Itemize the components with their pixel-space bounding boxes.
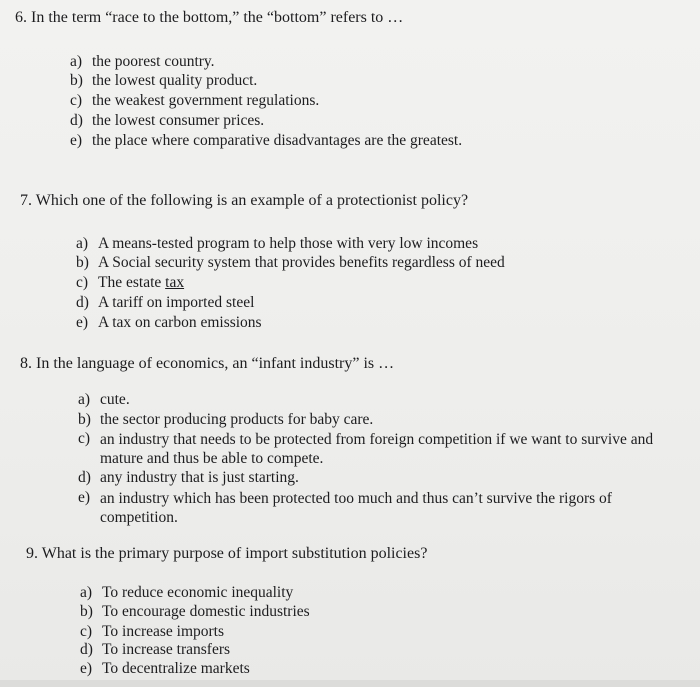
option-letter: e) — [78, 489, 91, 506]
option-text: the weakest government regulations. — [92, 92, 320, 109]
option-letter: d) — [80, 641, 93, 658]
option-6a — [70, 53, 215, 71]
question-number: 7. — [20, 192, 32, 209]
question-6-text — [15, 9, 403, 27]
option-text: the sector producing products for baby care. — [100, 411, 374, 428]
question-prompt: What is the primary purpose of import substitution policies? — [41, 545, 428, 562]
question-9-text — [26, 545, 427, 563]
option-text: A means-tested program to help those with very low incomes — [98, 235, 479, 252]
page-bottom-edge — [0, 680, 700, 687]
option-9e — [80, 660, 250, 678]
option-9b — [80, 603, 310, 621]
option-8d — [78, 469, 299, 487]
option-6d — [70, 112, 264, 130]
option-letter: d) — [76, 294, 89, 311]
question-7-text — [20, 192, 468, 210]
option-letter: d) — [70, 112, 83, 129]
option-letter: b) — [76, 254, 89, 271]
option-letter: c) — [80, 623, 93, 640]
option-9c — [80, 623, 224, 641]
question-number: 8. — [20, 355, 32, 372]
option-letter: c) — [76, 274, 89, 291]
option-text: the lowest quality product. — [92, 72, 258, 89]
option-7d — [76, 294, 254, 312]
option-8e — [78, 489, 678, 527]
question-prompt: Which one of the following is an example of a protectionist policy? — [35, 192, 469, 209]
option-letter: b) — [70, 72, 83, 89]
option-text-underlined: tax — [165, 274, 185, 291]
option-7a — [76, 235, 478, 253]
option-text: A Social security system that provides benefits regardless of need — [98, 254, 505, 271]
question-number: 6. — [15, 9, 27, 26]
option-text: an industry that needs to be protected from foreign competition if we want to survive and mature and thus be able to compete. — [100, 431, 654, 467]
option-letter: a) — [70, 53, 83, 70]
option-text: the lowest consumer prices. — [92, 112, 265, 129]
option-letter: e) — [80, 660, 93, 677]
option-8c — [78, 430, 678, 468]
option-letter: a) — [78, 391, 91, 408]
option-9d — [80, 641, 230, 659]
option-text: the place where comparative disadvantages are the greatest. — [92, 132, 463, 149]
option-letter: a) — [76, 235, 89, 252]
option-text: A tariff on imported steel — [98, 294, 255, 311]
option-letter: c) — [78, 430, 91, 447]
option-6e — [70, 132, 462, 150]
option-letter: b) — [78, 411, 91, 428]
option-9a — [80, 584, 293, 602]
option-6b — [70, 72, 257, 90]
option-7c — [76, 274, 184, 292]
option-letter: d) — [78, 469, 91, 486]
option-7e — [76, 314, 262, 332]
option-text: To decentralize markets — [102, 660, 250, 677]
option-letter: e) — [70, 132, 83, 149]
option-letter: a) — [80, 584, 93, 601]
option-text: To encourage domestic industries — [102, 603, 310, 620]
option-text: A tax on carbon emissions — [98, 314, 262, 331]
option-text — [98, 274, 184, 292]
option-letter: c) — [70, 92, 83, 109]
option-7b — [76, 254, 505, 272]
option-8a — [78, 391, 130, 409]
question-prompt: In the language of economics, an “infant industry” is … — [36, 355, 395, 372]
option-text: To reduce economic inequality — [102, 584, 294, 601]
option-letter: e) — [76, 314, 89, 331]
option-text: cute. — [100, 391, 130, 408]
question-prompt: In the term “race to the bottom,” the “bottom” refers to … — [31, 9, 404, 26]
option-text: To increase transfers — [102, 641, 231, 658]
option-text: any industry that is just starting. — [100, 469, 299, 486]
question-8-text — [20, 355, 394, 373]
option-text-prefix: The estate — [98, 274, 166, 291]
option-6c — [70, 92, 319, 110]
question-number: 9. — [26, 545, 38, 562]
option-text: To increase imports — [102, 623, 225, 640]
option-text: an industry which has been protected too much and thus can’t survive the rigors of competition. — [100, 490, 612, 526]
option-text: the poorest country. — [92, 53, 215, 70]
option-8b — [78, 411, 373, 429]
option-letter: b) — [80, 603, 93, 620]
